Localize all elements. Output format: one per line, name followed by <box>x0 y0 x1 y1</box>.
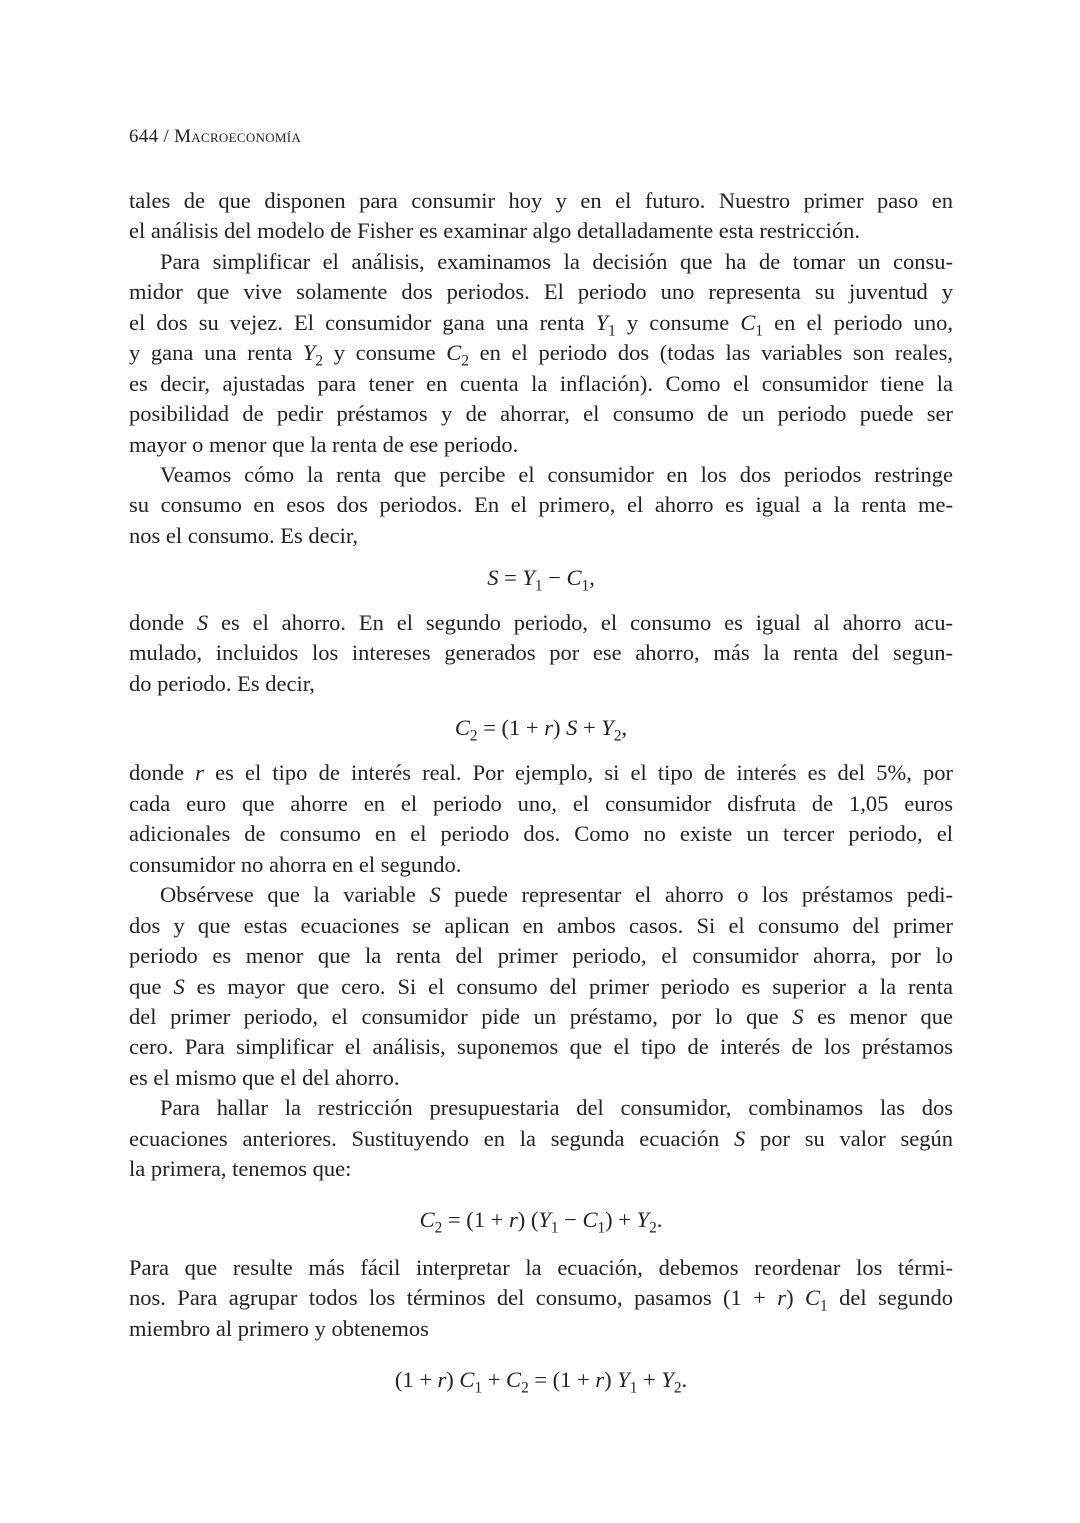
text-line: cero. Para simplificar el análisis, suponemos que el tipo de interés de los préstamos <box>129 1034 953 1060</box>
text-line: dos y que estas ecuaciones se aplican en ambos casos. Si el consumo del primer <box>129 912 953 938</box>
text-line: Veamos cómo la renta que percibe el consumidor en los dos periodos restringe <box>160 461 953 487</box>
text-line: del primer periodo, el consumidor pide un préstamo, por lo que S es menor que <box>129 1003 953 1029</box>
math-variable: $Y_1$ <box>617 1367 638 1397</box>
text-line: posibilidad de pedir préstamos y de ahorrar, el consumo de un periodo puede ser <box>129 401 953 427</box>
math-variable: $C_1$ <box>566 565 590 595</box>
text-line: consumidor no ahorra en el segundo. <box>129 851 462 877</box>
math-variable: $Y_2$ <box>601 715 622 745</box>
body-text <box>129 186 953 1396</box>
math-variable: $C_2$ <box>506 1367 529 1397</box>
text-line: su consumo en esos dos periodos. En el primero, el ahorro es igual a la renta me- <box>129 492 953 518</box>
text-line: nos el consumo. Es decir, <box>129 522 359 548</box>
paragraph <box>129 758 953 880</box>
paragraph <box>129 460 953 551</box>
paragraph <box>129 608 953 699</box>
math-variable: $Y_2$ <box>636 1206 657 1236</box>
text-line: es el mismo que el del ahorro. <box>129 1064 400 1090</box>
text-line: Para que resulte más fácil interpretar la ecuación, debemos reordenar los térmi- <box>129 1255 953 1280</box>
text-line: ecuaciones anteriores. Sustituyendo en la segunda ecuación S por su valor según <box>129 1125 953 1151</box>
paragraph <box>129 1253 953 1344</box>
text-line: que S es mayor que cero. Si el consumo del primer periodo es superior a la renta <box>129 973 953 999</box>
math-variable: $C_2$ <box>454 715 478 745</box>
math-variable: $C_1$ <box>459 1367 483 1397</box>
text-line: el dos su vejez. El consumidor gana una renta $Y_1$ y consume $C_1$ en el periodo uno, <box>129 309 953 340</box>
math-variable: r <box>508 1206 518 1232</box>
math-variable: $Y_1$ <box>522 565 543 595</box>
equation: $C_2 = (1 + r) S + Y_2$, <box>454 715 628 745</box>
math-variable: S <box>196 609 209 635</box>
equation: (1 + r) $C_1 + C_2 = (1 + r) Y_1 + Y_2$. <box>394 1367 688 1397</box>
text-line: donde S es el ahorro. En el segundo periodo, el consumo es igual al ahorro acu- <box>129 609 953 635</box>
text-line: adicionales de consumo en el periodo dos. Como no existe un tercer periodo, el <box>129 821 953 847</box>
math-variable: $Y_2$ <box>661 1367 682 1397</box>
math-variable: $C_1$ <box>804 1285 828 1315</box>
math-variable: $C_2$ <box>419 1206 443 1236</box>
text-line: do periodo. Es decir, <box>129 670 315 696</box>
math-variable: r <box>595 1367 605 1393</box>
math-variable: r <box>437 1367 447 1393</box>
math-variable: S <box>792 1003 804 1029</box>
paragraph <box>129 247 953 460</box>
math-variable: $Y_1$ <box>595 309 616 340</box>
text-line: miembro al primero y obtenemos <box>129 1315 429 1341</box>
page-number: 644 / <box>129 126 175 147</box>
text-line: mulado, incluidos los intereses generados por ese ahorro, más la renta del segun- <box>129 640 953 666</box>
text-line: periodo es menor que la renta del primer periodo, el consumidor ahorra, por lo <box>129 943 953 969</box>
text-line: y gana una renta $Y_2$ y consume $C_2$ en el periodo dos (todas las variables son reales, <box>129 340 953 370</box>
text-line: Obsérvese que la variable S puede representar el ahorro o los préstamos pedi- <box>160 882 953 908</box>
text-line: cada euro que ahorre en el periodo uno, el consumidor disfruta de 1,05 euros <box>129 790 953 816</box>
equation: $S = Y_1 - C_1$, <box>487 565 595 595</box>
text-line: donde r es el tipo de interés real. Por ejemplo, si el tipo de interés es del 5%, por <box>129 760 953 786</box>
running-header <box>129 126 301 148</box>
text-line: midor que vive solamente dos periodos. El periodo uno representa su juventud y <box>129 279 953 305</box>
math-variable: $C_1$ <box>740 309 764 340</box>
math-variable: $Y_2$ <box>302 340 324 370</box>
math-variable: r <box>195 760 204 786</box>
math-variable: $C_2$ <box>446 340 469 370</box>
math-variable: S <box>173 973 185 999</box>
math-variable: S <box>566 715 578 740</box>
math-variable: $C_1$ <box>582 1206 606 1236</box>
text-line: es decir, ajustadas para tener en cuenta la inflación). Como el consumidor tiene la <box>129 370 953 396</box>
text-line: Para simplificar el análisis, examinamos la decisión que ha de tomar un consu- <box>160 248 953 274</box>
paragraph <box>129 1093 953 1184</box>
running-title: Macroeconomía <box>174 126 302 147</box>
paragraph <box>129 186 953 247</box>
paragraph <box>129 880 953 1093</box>
text-line: nos. Para agrupar todos los términos del consumo, pasamos (1 + r) $C_1$ del segundo <box>129 1285 953 1315</box>
math-variable: S <box>733 1125 746 1151</box>
math-variable: $Y_1$ <box>538 1206 559 1236</box>
text-line: la primera, tenemos que: <box>129 1156 352 1182</box>
text-line: Para hallar la restricción presupuestaria del consumidor, combinamos las dos <box>160 1095 953 1121</box>
equation: $C_2 = (1 + r) (Y_1 - C_1) + Y_2$. <box>419 1206 663 1236</box>
math-variable: S <box>487 565 499 591</box>
math-variable: r <box>777 1285 787 1311</box>
text-line: tales de que disponen para consumir hoy y en el futuro. Nuestro primer paso en <box>129 188 953 213</box>
text-line: el análisis del modelo de Fisher es examinar algo detalladamente esta restricción. <box>129 218 860 244</box>
math-variable: r <box>544 715 553 740</box>
text-line: mayor o menor que la renta de ese periodo. <box>129 431 519 457</box>
math-variable: S <box>429 882 441 908</box>
